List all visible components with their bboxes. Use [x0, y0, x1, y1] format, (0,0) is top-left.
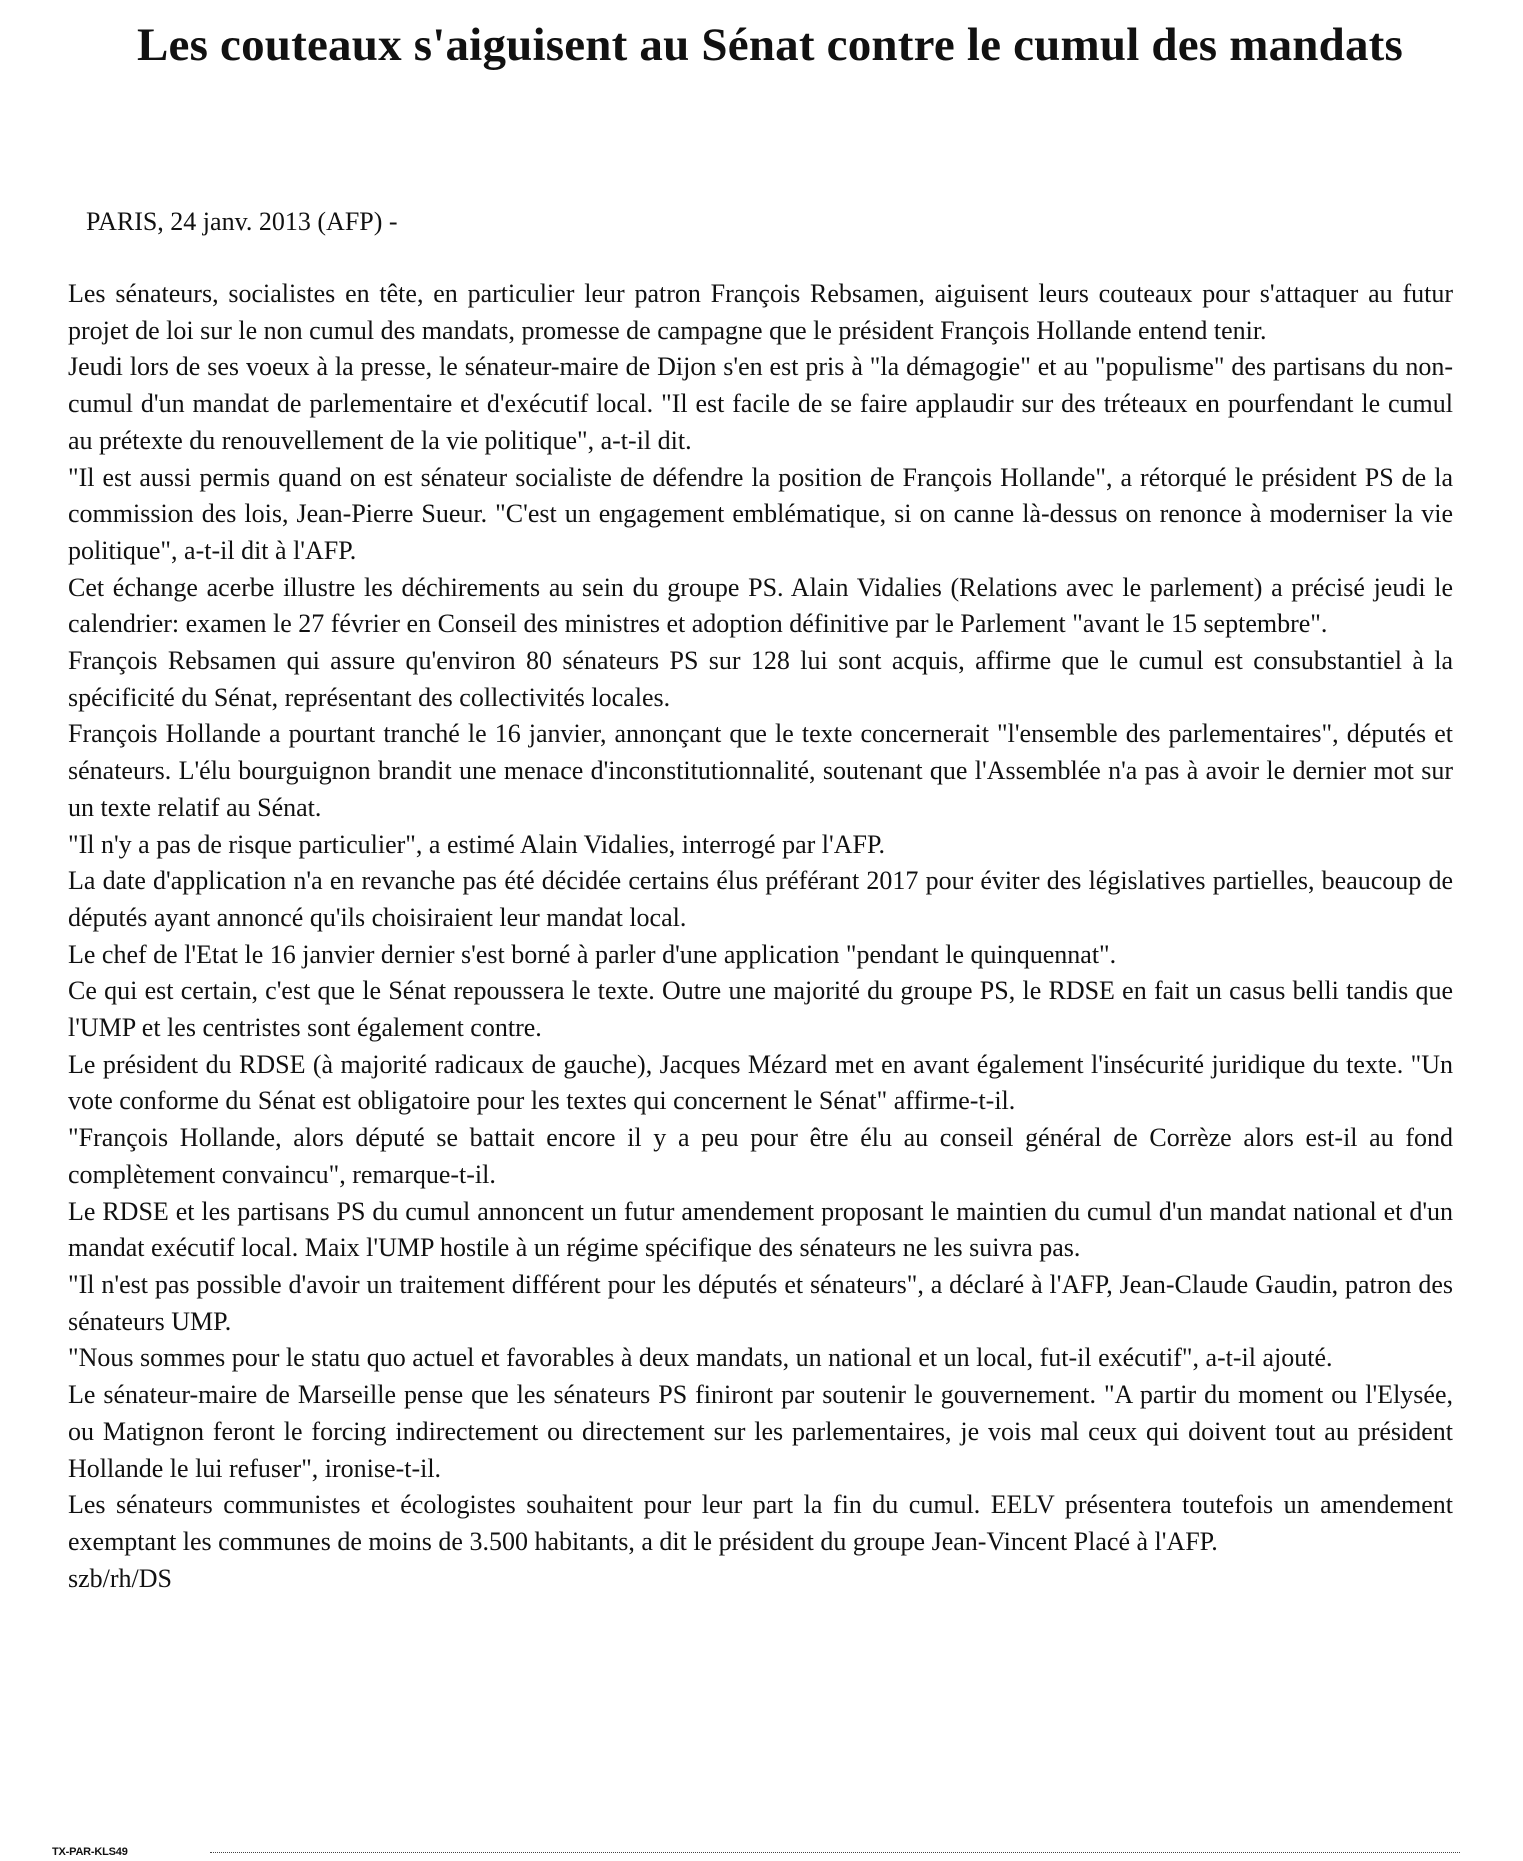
article-paragraph: Jeudi lors de ses voeux à la presse, le sénateur-maire de Dijon s'en est pris à "la démagogie" et au "populisme" des partisans du non-cumul d'un mandat de parlementaire et d'exécutif local. "Il est facile de se faire applaudir sur des tréteaux en pourfendant le cumul au prétexte du renouvellement de la vie politique", a-t-il dit.: [68, 352, 1453, 455]
footer-code: TX-PAR-KLS49: [52, 1846, 128, 1858]
article-paragraph: Les sénateurs, socialistes en tête, en particulier leur patron François Rebsamen, aiguisent leurs couteaux pour s'attaquer au futur projet de loi sur le non cumul des mandats, promesse de campagne que le président François Hollande entend tenir.: [68, 279, 1453, 345]
article-title: Les couteaux s'aiguisent au Sénat contre le cumul des mandats: [136, 19, 1404, 71]
footer-rule: [210, 1852, 1460, 1853]
article-paragraph: "Il n'est pas possible d'avoir un traitement différent pour les députés et sénateurs", a déclaré à l'AFP, Jean-Claude Gaudin, patron des sénateurs UMP.: [68, 1269, 1453, 1336]
article-paragraph: "Nous sommes pour le statu quo actuel et favorables à deux mandats, un national et un local, fut-il exécutif", a-t-il ajouté.: [68, 1343, 1333, 1373]
article-paragraph: Le sénateur-maire de Marseille pense que les sénateurs PS finiront par soutenir le gouvernement. "A partir du moment ou l'Elysée, ou Matignon feront le forcing indirectement ou directement sur les parlementaires, je vois mal ceux qui doivent tout au président Hollande le lui refuser", ironise-t-il.: [68, 1380, 1453, 1483]
article-signoff: szb/rh/DS: [68, 1563, 172, 1593]
article-paragraph: Ce qui est certain, c'est que le Sénat repoussera le texte. Outre une majorité du groupe PS, le RDSE en fait un casus belli tandis que l'UMP et les centristes sont également contre.: [68, 976, 1453, 1043]
article-paragraph: Le chef de l'Etat le 16 janvier dernier s'est borné à parler d'une application "pendant le quinquennat".: [68, 939, 1117, 969]
article-body: [68, 276, 1453, 1597]
article-paragraph: La date d'application n'a en revanche pas été décidée certains élus préférant 2017 pour éviter des législatives partielles, beaucoup de députés ayant annoncé qu'ils choisiraient leur mandat local.: [68, 866, 1453, 932]
article-dateline: PARIS, 24 janv. 2013 (AFP) -: [86, 207, 398, 236]
article-paragraph: Les sénateurs communistes et écologistes souhaitent pour leur part la fin du cumul. EELV présentera toutefois un amendement exemptant les communes de moins de 3.500 habitants, a dit le président du groupe Jean-Vincent Placé à l'AFP.: [68, 1490, 1453, 1556]
article-paragraph: Le président du RDSE (à majorité radicaux de gauche), Jacques Mézard met en avant également l'insécurité juridique du texte. "Un vote conforme du Sénat est obligatoire pour les textes qui concernent le Sénat" affirme-t-il.: [68, 1049, 1453, 1116]
article-paragraph: "Il n'y a pas de risque particulier", a estimé Alain Vidalies, interrogé par l'AFP.: [68, 829, 886, 859]
article-paragraph: Le RDSE et les partisans PS du cumul annoncent un futur amendement proposant le maintien du cumul d'un mandat national et d'un mandat exécutif local. Maix l'UMP hostile à un régime spécifique des sénateurs ne les suivra pas.: [68, 1196, 1453, 1263]
article-paragraph: "Il est aussi permis quand on est sénateur socialiste de défendre la position de François Hollande", a rétorqué le président PS de la commission des lois, Jean-Pierre Sueur. "C'est un engagement emblématique, si on canne là-dessus on renonce à moderniser la vie politique", a-t-il dit à l'AFP.: [68, 462, 1453, 565]
article-paragraph: François Rebsamen qui assure qu'environ 80 sénateurs PS sur 128 lui sont acquis, affirme que le cumul est consubstantiel à la spécificité du Sénat, représentant des collectivités locales.: [68, 646, 1453, 712]
article-paragraph: Cet échange acerbe illustre les déchirements au sein du groupe PS. Alain Vidalies (Relations avec le parlement) a précisé jeudi le calendrier: examen le 27 février en Conseil des ministres et adoption définitive par le Parlement "avant le 15 septembre".: [68, 572, 1453, 639]
article-paragraph: François Hollande a pourtant tranché le 16 janvier, annonçant que le texte concernerait "l'ensemble des parlementaires", députés et sénateurs. L'élu bourguignon brandit une menace d'inconstitutionnalité, soutenant que l'Assemblée n'a pas à avoir le dernier mot sur un texte relatif au Sénat.: [68, 719, 1453, 822]
article-paragraph: "François Hollande, alors député se battait encore il y a peu pour être élu au conseil général de Corrèze alors est-il au fond complètement convaincu", remarque-t-il.: [68, 1123, 1453, 1189]
